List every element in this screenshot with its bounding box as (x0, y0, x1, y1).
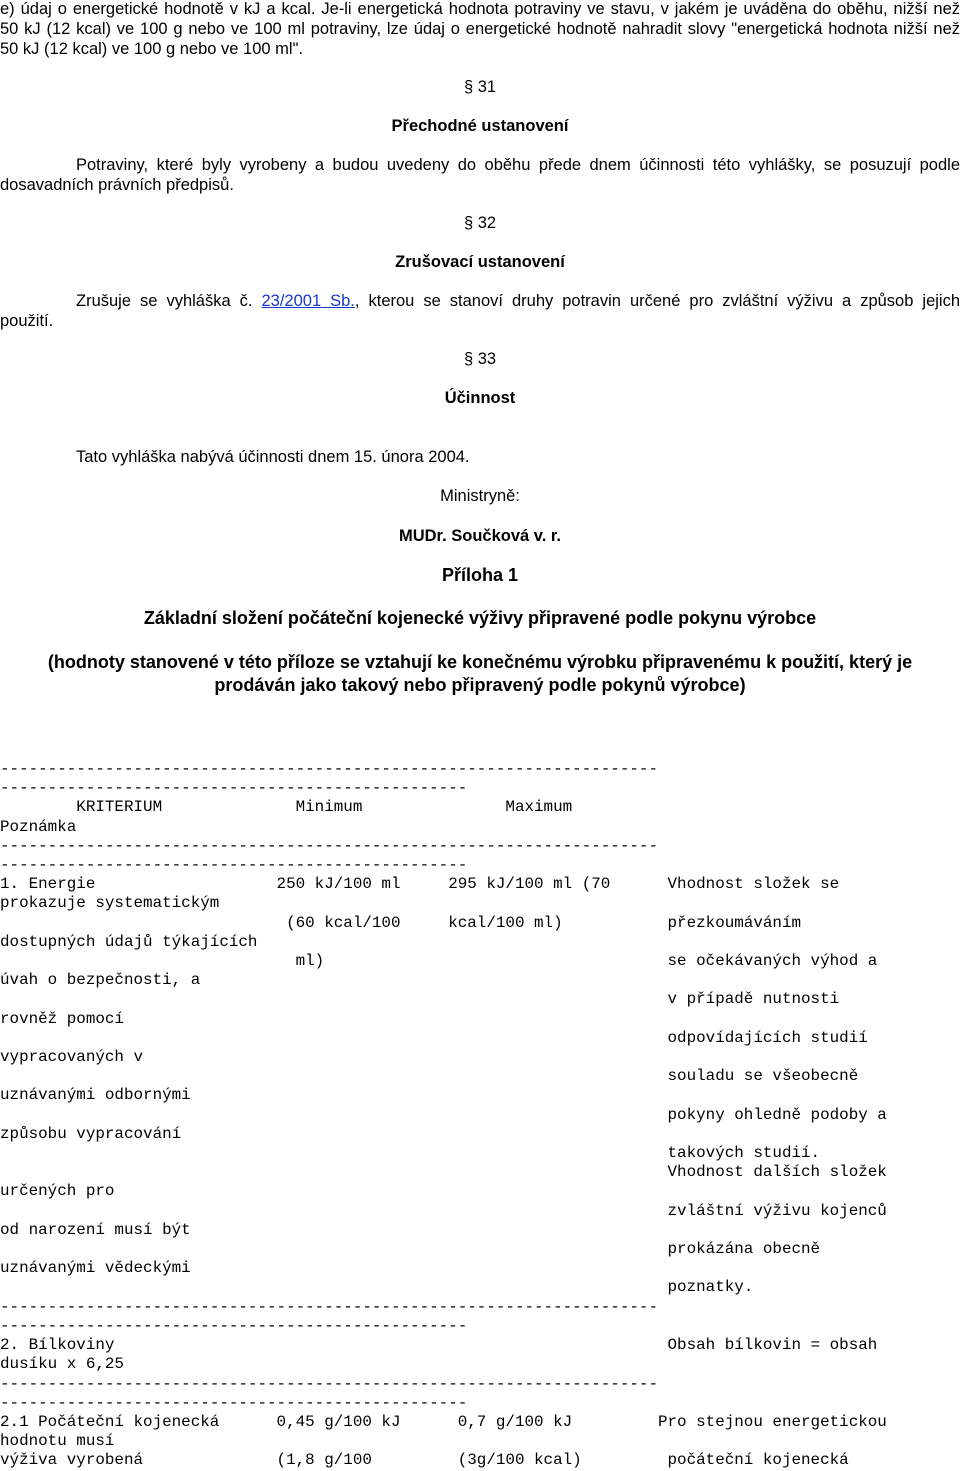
section-32-title: Zrušovací ustanovení (395, 253, 565, 271)
signature-role: Ministryně: (440, 487, 520, 505)
section-33-number: § 33 (463, 350, 497, 368)
section-32-text-before-link: Zrušuje se vyhláška č. (76, 292, 262, 310)
section-32-line-1 (76, 292, 960, 312)
section-32-number: § 32 (463, 214, 497, 232)
section-31-line-1: Potraviny, které byly vyrobeny a budou uvedeny do oběhu přede dnem účinnosti této vyhlášky, se posuzují podle (76, 156, 960, 174)
composition-table: --------------------------------------------------------------------- ------------------------------------------------- KRITERIUM Minimum Maximum Poznámka --------------------------------------------------------------------- ------------------------------------------------- 1. Energie 250 kJ/100 ml 295 kJ/100 ml (70 Vhodnost složek se prokazuje systematickým (60 kcal/100 kcal/100 ml) přezkoumáváním dostupných údajů týkajících ml) se očekávaných výhod a úvah o bezpečnosti, a v případě nutnosti rovněž pomocí odpovídajících studií vypracovaných v souladu se všeobecně uznávanými odbornými pokyny ohledně podoby a způsobu vypracování takových studií. Vhodnost dalších složek určených pro zvláštní výživu kojenců od narození musí být prokázána obecně uznávanými vědeckými poznatky. --------------------------------------------------------------------- ------------------------------------------------- 2. Bílkoviny Obsah bílkovin = obsah dusíku x 6,25 --------------------------------------------------------------------- ------------------------------------------------- 2.1 Počáteční kojenecká 0,45 g/100 kJ 0,7 g/100 kJ Pro stejnou energetickou hodnotu musí výživa vyrobená (1,8 g/100 (3g/100 kcal) počáteční kojenecká (0, 760, 887, 1470)
annex-subtitle: Základní složení počáteční kojenecké výživy připravené podle pokynu výrobce (143, 608, 817, 628)
intro-line-2: 50 kJ (12 kcal) ve 100 g nebo ve 100 ml potraviny, lze údaj o energetické hodnotě nahradit slovy "energetická hodnota nižší než (0, 20, 960, 38)
annex-title: Příloha 1 (441, 565, 519, 585)
section-33-title: Účinnost (444, 389, 516, 407)
repealed-decree-link[interactable]: 23/2001 Sb. (261, 292, 355, 310)
section-32-text-after-link: , kterou se stanoví druhy potravin určené pro zvláštní výživu a způsob jejich (354, 292, 960, 310)
section-33-text: Tato vyhláška nabývá účinnosti dnem 15. února 2004. (76, 448, 470, 466)
section-31-line-2: dosavadních právních předpisů. (0, 176, 234, 194)
annex-note-line-2: prodáván jako takový nebo připravený podle pokynů výrobce) (214, 675, 746, 695)
section-31-title: Přechodné ustanovení (391, 117, 569, 135)
section-31-number: § 31 (463, 78, 497, 96)
intro-line-3: 50 kJ (12 kcal) ve 100 g nebo ve 100 ml". (0, 40, 304, 58)
section-32-line-2: použití. (0, 312, 54, 330)
signature-name: MUDr. Součková v. r. (398, 527, 561, 545)
annex-note-line-1: (hodnoty stanovené v této příloze se vztahují ke konečnému výrobku připravenému k použití, který je (47, 652, 913, 672)
intro-line-1: e) údaj o energetické hodnotě v kJ a kcal. Je-li energetická hodnota potraviny ve stavu, v jakém je uváděna do oběhu, nižší než (0, 0, 960, 18)
